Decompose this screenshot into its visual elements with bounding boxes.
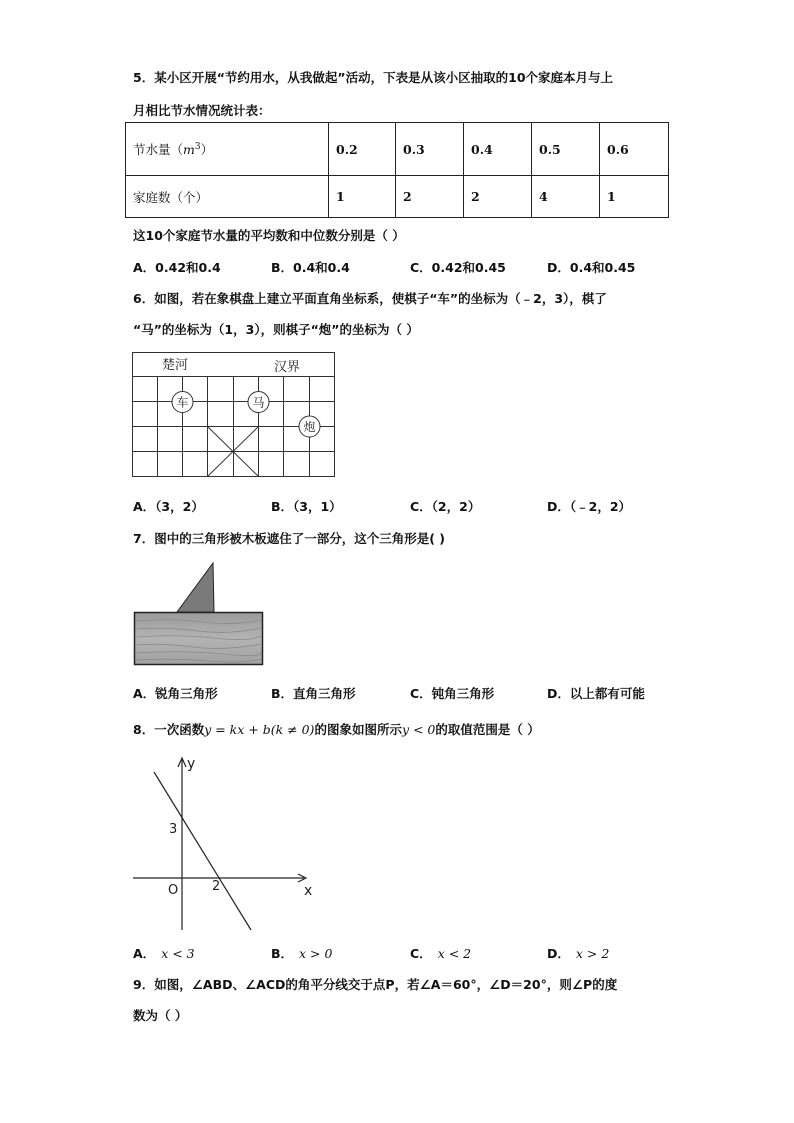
table-cell: 1: [600, 176, 669, 218]
q8-option-a[interactable]: [133, 944, 195, 962]
option-letter: B．: [271, 946, 294, 961]
x-intercept-label: 2: [212, 879, 221, 894]
q7-option-b[interactable]: B．直角三角形: [271, 686, 356, 701]
triangle-board-figure: [133, 561, 265, 667]
header-close: ）: [200, 142, 214, 157]
piece-ma: [248, 392, 269, 413]
option-expr: x > 0: [299, 946, 333, 961]
chess-board-figure: [132, 352, 336, 478]
header-text: 节水量（: [133, 142, 184, 157]
table-cell: 1: [329, 176, 396, 218]
unit-m: m: [183, 142, 195, 157]
table-cell: 0.2: [329, 123, 396, 176]
q8-suffix: 的取值范围是（ ）: [435, 722, 540, 737]
q5-text-line1: 5．某小区开展“节约用水，从我做起”活动，下表是从该小区抽取的10个家庭本月与上: [133, 70, 614, 85]
q8-option-d[interactable]: [547, 944, 609, 962]
option-letter: C．: [410, 946, 432, 961]
unit-sup: 3: [194, 141, 201, 152]
q6-option-b[interactable]: B．（3，1）: [271, 499, 342, 514]
table-cell: 0.4: [464, 123, 532, 176]
q8-option-c[interactable]: [410, 944, 471, 962]
q8-formula: y = kx + b(k ≠ 0): [204, 722, 315, 737]
q5-option-c[interactable]: C．0.42和0.45: [410, 260, 506, 275]
q5-question: 这10个家庭节水量的平均数和中位数分别是（ ）: [133, 228, 405, 243]
q8-prefix: 8．一次函数: [133, 722, 205, 737]
piece-pao: [299, 416, 320, 437]
q5-text-line2: 月相比节水情况统计表：: [133, 103, 271, 118]
q7-option-a[interactable]: A．锐角三角形: [133, 686, 218, 701]
option-letter: D．: [547, 946, 570, 961]
q7-option-d[interactable]: D．以上都有可能: [547, 686, 645, 701]
q9-text-line1: 9．如图，∠ABD、∠ACD的角平分线交于点P，若∠A＝60°，∠D＝20°，则∠P的度: [133, 977, 618, 992]
q6-option-d[interactable]: D．（﹣2，2）: [547, 499, 632, 514]
table-cell: 0.5: [532, 123, 600, 176]
piece-che-label: 车: [176, 395, 189, 410]
q6-text-line1: 6．如图，若在象棋盘上建立平面直角坐标系，使棋子“车”的坐标为（﹣2，3），棋了: [133, 291, 607, 306]
q8-condition: y < 0: [401, 722, 436, 737]
y-intercept-label: 3: [169, 822, 178, 837]
function-line: [154, 772, 251, 930]
option-expr: x < 2: [437, 946, 472, 961]
q9-text-line2: 数为（ ）: [133, 1008, 188, 1023]
q8-middle: 的图象如图所示: [314, 722, 402, 737]
river-label-hanjie: 汉界: [274, 360, 301, 375]
q6-text-line2: “马”的坐标为（1，3），则棋子“炮”的坐标为（ ）: [133, 322, 419, 337]
table-header-households: 家庭数（个）: [126, 176, 329, 218]
table-header-water-saved: [126, 123, 329, 176]
q7-text-line1: 7．图中的三角形被木板遮住了一部分，这个三角形是( ): [133, 531, 445, 546]
table-row: [126, 176, 669, 218]
table-row: [126, 123, 669, 176]
table-cell: 2: [464, 176, 532, 218]
q5-option-b[interactable]: B．0.4和0.4: [271, 260, 350, 275]
option-letter: A．: [133, 946, 156, 961]
river-label-chuhe: 楚河: [162, 358, 189, 373]
table-cell: 2: [396, 176, 464, 218]
y-axis-label: y: [187, 756, 196, 772]
piece-ma-label: 马: [252, 395, 265, 410]
piece-pao-label: 炮: [303, 420, 316, 434]
origin-label: O: [168, 883, 179, 898]
option-expr: x > 2: [575, 946, 610, 961]
q5-option-a[interactable]: A．0.42和0.4: [133, 260, 221, 275]
table-cell: 0.3: [396, 123, 464, 176]
piece-che: [172, 392, 193, 413]
water-saving-table: [125, 122, 669, 218]
q6-option-c[interactable]: C．（2，2）: [410, 499, 481, 514]
table-cell: 4: [532, 176, 600, 218]
option-expr: x < 3: [161, 946, 195, 961]
triangle-shape: [177, 563, 214, 612]
q8-option-b[interactable]: [271, 944, 332, 962]
q8-text-line1: [133, 720, 540, 738]
q7-option-c[interactable]: C．钝角三角形: [410, 686, 495, 701]
table-cell: 0.6: [600, 123, 669, 176]
x-axis-label: x: [304, 883, 313, 899]
q5-option-d[interactable]: D．0.4和0.45: [547, 260, 636, 275]
linear-function-graph: [132, 752, 314, 934]
q6-option-a[interactable]: A．（3，2）: [133, 499, 204, 514]
